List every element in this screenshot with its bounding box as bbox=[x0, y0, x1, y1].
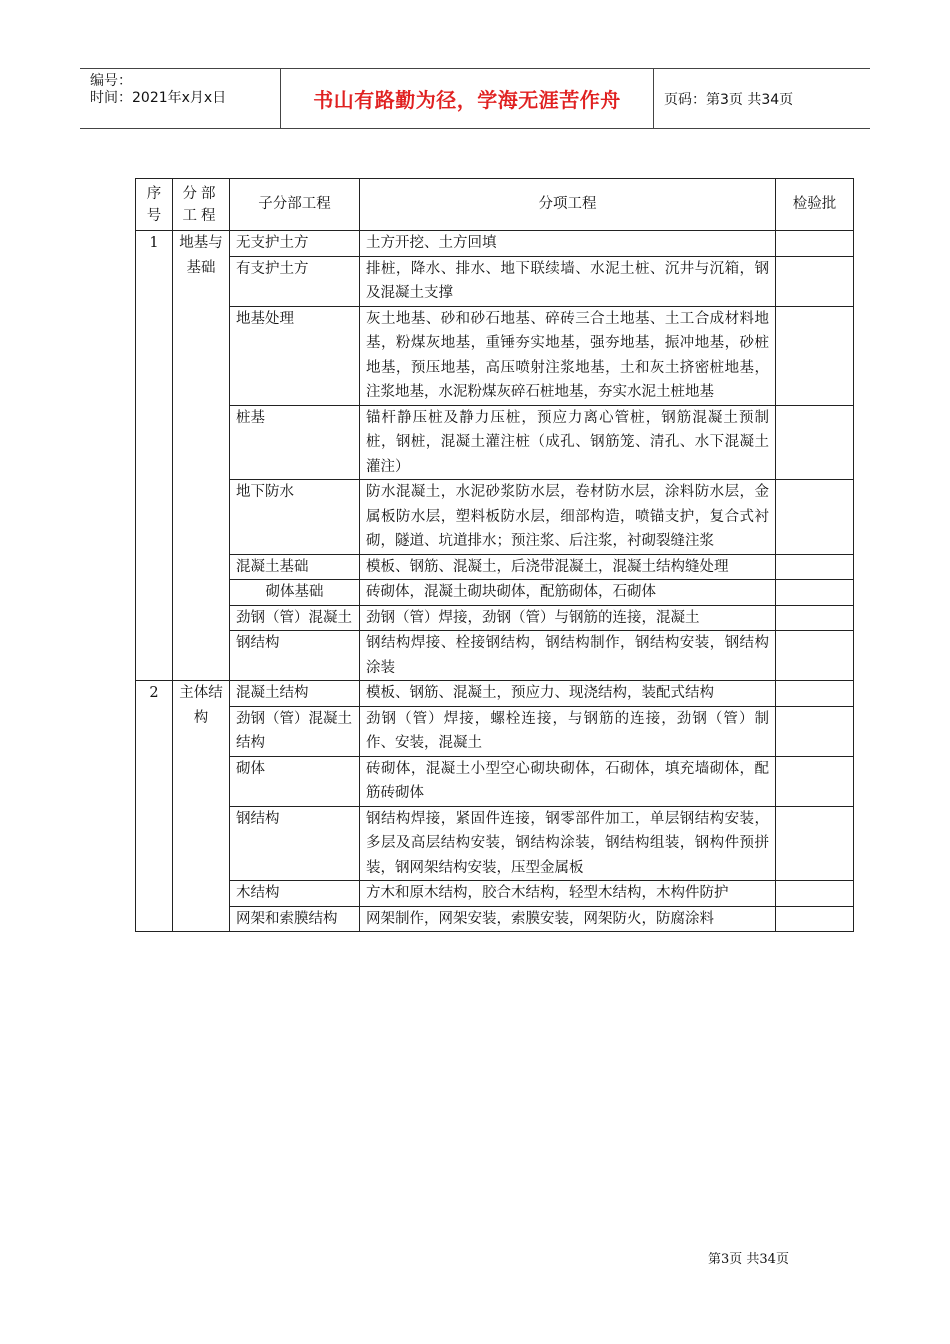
table-row bbox=[136, 631, 854, 681]
batch-cell bbox=[776, 756, 854, 806]
table-row bbox=[136, 554, 854, 580]
document-number-label: 编号： bbox=[90, 73, 132, 89]
subdivision-cell: 有支护土方 bbox=[230, 256, 360, 306]
batch-cell bbox=[776, 631, 854, 681]
items-cell: 劲钢（管）焊接，劲钢（管）与钢筋的连接，混凝土 bbox=[360, 605, 776, 631]
items-cell: 砖砌体，混凝土砌块砌体，配筋砌体，石砌体 bbox=[360, 580, 776, 606]
items-cell: 钢结构焊接，紧固件连接，钢零部件加工，单层钢结构安装，多层及高层结构安装，钢结构涂装，钢结构组装，钢构件预拼装，钢网架结构安装，压型金属板 bbox=[360, 806, 776, 881]
items-cell: 排桩，降水、排水、地下联续墙、水泥土桩、沉井与沉箱，钢及混凝土支撑 bbox=[360, 256, 776, 306]
subdivision-cell: 劲钢（管）混凝土 bbox=[230, 605, 360, 631]
items-cell: 锚杆静压桩及静力压桩，预应力离心管桩，钢筋混凝土预制桩，钢桩，混凝土灌注桩（成孔、钢筋笼、清孔、水下混凝土灌注） bbox=[360, 405, 776, 480]
document-time-label: 时间：2021年x月x日 bbox=[90, 90, 227, 106]
items-cell: 模板、钢筋、混凝土，后浇带混凝土，混凝土结构缝处理 bbox=[360, 554, 776, 580]
subdivision-cell: 混凝土结构 bbox=[230, 681, 360, 707]
table-row bbox=[136, 756, 854, 806]
table-row bbox=[136, 480, 854, 555]
subdivision-cell: 砌体 bbox=[230, 756, 360, 806]
group-division-name: 地基与基础 bbox=[173, 231, 230, 681]
subdivision-cell: 钢结构 bbox=[230, 806, 360, 881]
subdivision-cell: 混凝土基础 bbox=[230, 554, 360, 580]
batch-cell bbox=[776, 405, 854, 480]
batch-cell bbox=[776, 605, 854, 631]
items-cell: 方木和原木结构，胶合木结构，轻型木结构，木构件防护 bbox=[360, 881, 776, 907]
table-row bbox=[136, 605, 854, 631]
items-cell: 灰土地基、砂和砂石地基、碎砖三合土地基、土工合成材料地基，粉煤灰地基，重锤夯实地基，强夯地基，振冲地基，砂桩地基，预压地基，高压喷射注浆地基，土和灰土挤密桩地基，注浆地基，水泥粉煤灰碎石桩地基，夯实水泥土桩地基 bbox=[360, 306, 776, 405]
group-seq: 2 bbox=[136, 681, 173, 932]
batch-cell bbox=[776, 806, 854, 881]
batch-cell bbox=[776, 231, 854, 257]
header-page-number: 页码：第3页 共34页 bbox=[664, 91, 794, 108]
table-row bbox=[136, 681, 854, 707]
column-header-subdivision: 子分部工程 bbox=[230, 179, 360, 231]
items-cell: 土方开挖、土方回填 bbox=[360, 231, 776, 257]
subdivision-cell: 劲钢（管）混凝土结构 bbox=[230, 706, 360, 756]
footer-page-number: 第3页 共34页 bbox=[708, 1252, 789, 1267]
subdivision-cell: 木结构 bbox=[230, 881, 360, 907]
subdivision-cell: 无支护土方 bbox=[230, 231, 360, 257]
table-row bbox=[136, 580, 854, 606]
header-motto: 书山有路勤为径，学海无涯苦作舟 bbox=[281, 69, 654, 128]
subdivision-cell: 网架和索膜结构 bbox=[230, 906, 360, 932]
table-row bbox=[136, 706, 854, 756]
subdivision-cell: 地下防水 bbox=[230, 480, 360, 555]
table-row bbox=[136, 405, 854, 480]
batch-cell bbox=[776, 706, 854, 756]
items-cell: 劲钢（管）焊接，螺栓连接，与钢筋的连接，劲钢（管）制作、安装，混凝土 bbox=[360, 706, 776, 756]
items-cell: 模板、钢筋、混凝土，预应力、现浇结构，装配式结构 bbox=[360, 681, 776, 707]
group-seq: 1 bbox=[136, 231, 173, 681]
table-row bbox=[136, 256, 854, 306]
table-row bbox=[136, 906, 854, 932]
page-header bbox=[80, 68, 870, 129]
items-cell: 网架制作，网架安装，索膜安装，网架防火，防腐涂料 bbox=[360, 906, 776, 932]
subdivision-cell: 地基处理 bbox=[230, 306, 360, 405]
column-header-division: 分部工程 bbox=[173, 179, 230, 231]
group-division-name: 主体结构 bbox=[173, 681, 230, 932]
batch-cell bbox=[776, 480, 854, 555]
table-row bbox=[136, 881, 854, 907]
items-cell: 砖砌体，混凝土小型空心砌块砌体，石砌体，填充墙砌体，配筋砖砌体 bbox=[360, 756, 776, 806]
column-header-items: 分项工程 bbox=[360, 179, 776, 231]
batch-cell bbox=[776, 906, 854, 932]
items-cell: 钢结构焊接、栓接钢结构，钢结构制作，钢结构安装，钢结构涂装 bbox=[360, 631, 776, 681]
subdivision-cell: 钢结构 bbox=[230, 631, 360, 681]
batch-cell bbox=[776, 554, 854, 580]
batch-cell bbox=[776, 681, 854, 707]
batch-cell bbox=[776, 306, 854, 405]
table-row bbox=[136, 306, 854, 405]
batch-cell bbox=[776, 580, 854, 606]
subdivision-cell: 砌体基础 bbox=[230, 580, 360, 606]
items-cell: 防水混凝土，水泥砂浆防水层，卷材防水层，涂料防水层，金属板防水层，塑料板防水层，细部构造，喷锚支护，复合式衬砌，隧道、坑道排水；预注浆、后注浆，衬砌裂缝注浆 bbox=[360, 480, 776, 555]
table-row bbox=[136, 806, 854, 881]
batch-cell bbox=[776, 881, 854, 907]
subdivision-cell: 桩基 bbox=[230, 405, 360, 480]
column-header-inspection-batch: 检验批 bbox=[776, 179, 854, 231]
header-meta bbox=[80, 69, 281, 128]
engineering-division-table bbox=[135, 178, 854, 932]
table-header-row bbox=[136, 179, 854, 231]
batch-cell bbox=[776, 256, 854, 306]
table-row bbox=[136, 231, 854, 257]
column-header-seq: 序号 bbox=[136, 179, 173, 231]
